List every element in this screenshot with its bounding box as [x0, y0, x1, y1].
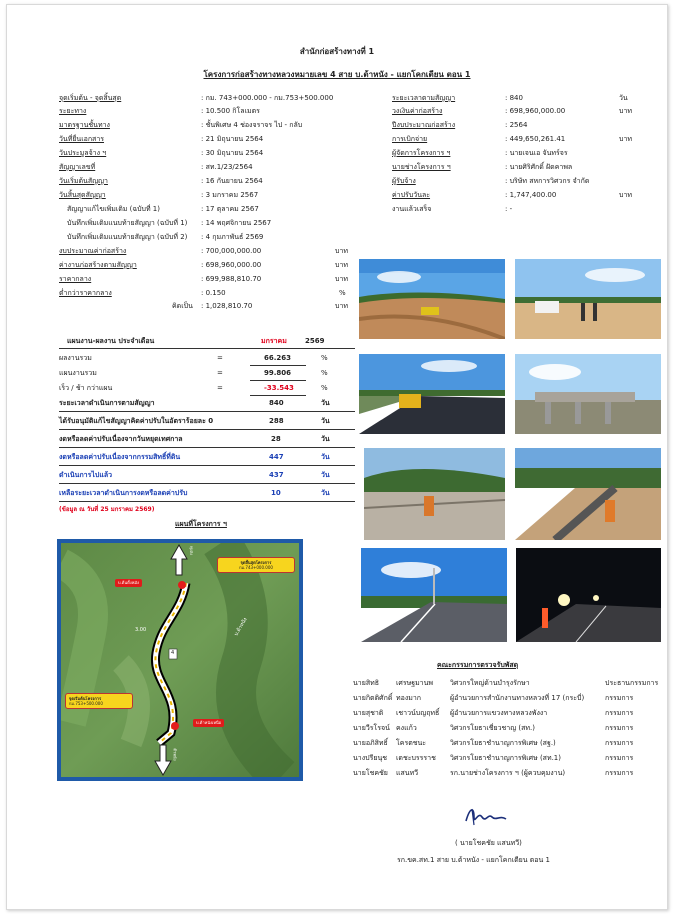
- member-position: วิศวกรโยธาเชี่ยวชาญ (สท.): [450, 724, 535, 732]
- map-title: แผนที่โครงการ ฯ: [175, 520, 227, 528]
- photo-grader-image: [359, 259, 505, 339]
- progress-row-eq: =: [217, 369, 223, 377]
- member-role: กรรมการ: [605, 754, 634, 762]
- start-point-label: จุดเริ่มต้นโครงการ กม.753+500.000: [65, 693, 133, 709]
- member-position: ผู้อำนวยการสำนักงานทางหลวงที่ 17 (กระบี่): [450, 694, 585, 702]
- progress-row-unit: วัน: [321, 453, 330, 461]
- member-role: กรรมการ: [605, 769, 634, 777]
- site-photo-2: [515, 259, 661, 339]
- info-label: วันที่ยื่นเอกสาร: [59, 135, 105, 143]
- info-value: : ชั้นพิเศษ 4 ช่องจราจร ไป - กลับ: [201, 121, 303, 129]
- info-label: ระยะเวลาตามสัญญา: [392, 94, 456, 102]
- progress-row-label: ได้รับอนุมัติแก้ไขสัญญาคิดค่าปรับในอัตราร้อยละ 0: [59, 417, 214, 425]
- info-label: สัญญาเลขที่: [59, 163, 96, 171]
- member-role: กรรมการ: [605, 694, 634, 702]
- member-last: โครตชนะ: [396, 739, 427, 747]
- site-photo-5: [364, 448, 505, 540]
- member-last: เดชะบรรราช: [396, 754, 436, 762]
- member-first: นายโชคชัย: [353, 769, 388, 777]
- member-position: วิศวกรโยธาชำนาญการพิเศษ (สท.1): [450, 754, 561, 762]
- signer-name: ( นายโชคชัย แสนทวี): [455, 839, 522, 847]
- progress-row-value: 288: [269, 417, 284, 425]
- info-value: : 698,960,000.00: [505, 107, 566, 115]
- village-tag: บ.ต้นตั้งหมัง: [115, 579, 142, 587]
- budget-unit: %: [339, 289, 346, 297]
- budget-value: : 0.150: [201, 289, 226, 297]
- progress-row-value: 840: [269, 399, 284, 407]
- photo-barrier-image: [515, 448, 661, 540]
- info-label: วันประมูลจ้าง ฯ: [59, 149, 107, 157]
- info-unit: บาท: [619, 107, 632, 115]
- member-last: เศรษฐมานพ: [396, 679, 434, 687]
- site-photo-6: [515, 448, 661, 540]
- budget-value: : 700,000,000.00: [201, 247, 262, 255]
- info-label: นายช่างโครงการ ฯ: [392, 163, 451, 171]
- progress-row-value: 66.263: [264, 354, 292, 362]
- member-first: นางปรียนุช: [353, 754, 387, 762]
- info-label: จุดเริ่มต้น - จุดสิ้นสุด: [59, 94, 122, 102]
- road-number: 4: [171, 650, 175, 656]
- site-photo-7: [361, 548, 507, 642]
- signer-position: รก.ขค.สท.1 สาย บ.ต้าหนัง - แยกโคกเตียน ตอน 1: [397, 856, 550, 864]
- info-unit: บาท: [619, 135, 632, 143]
- distance-marker: 3.00: [135, 627, 147, 633]
- progress-month: มกราคม: [261, 337, 287, 345]
- member-last: เชาวน์บญฤทธิ์: [396, 709, 440, 717]
- village-tag: บ.ต้าหนัง: [233, 616, 249, 638]
- member-position: รก.นายช่างโครงการ ฯ (ผู้ควบคุมงาน): [450, 769, 566, 777]
- member-first: นายอภิสิทธิ์: [353, 739, 388, 747]
- info-value: : 2564: [505, 121, 528, 129]
- info-unit: วัน: [619, 94, 628, 102]
- info-label: งานแล้วเสร็จ: [392, 205, 432, 213]
- member-position: วิศวกรโยธาชำนาญการพิเศษ (สฐ.): [450, 739, 556, 747]
- budget-value: : 698,960,000.00: [201, 261, 262, 269]
- member-role: กรรมการ: [605, 724, 634, 732]
- direction-up-label: ทุ่งสง: [188, 546, 194, 555]
- member-position: วิศวกรใหญ่ด้านบำรุงรักษา: [450, 679, 530, 687]
- progress-row-value: 99.806: [264, 369, 292, 377]
- progress-row-unit: วัน: [321, 417, 330, 425]
- progress-row-label: งดหรือลดค่าปรับเนื่องจากกรรมสิทธิ์ที่ดิน: [59, 453, 181, 461]
- progress-year: 2569: [305, 337, 325, 345]
- amendment-value: : 17 ตุลาคม 2567: [201, 205, 259, 213]
- info-value: : กม. 743+000.000 - กม.753+500.000: [201, 94, 334, 102]
- photo-night-road-image: [516, 548, 661, 642]
- report-page: [6, 4, 668, 910]
- committee-title: คณะกรรมการตรวจรับพัสดุ: [437, 661, 519, 669]
- budget-unit: บาท: [335, 302, 348, 310]
- info-value: : 10.500 กิโลเมตร: [201, 107, 260, 115]
- amendment-label: บันทึกเพิ่มเติมแนบท้ายสัญญา (ฉบับที่ 2): [67, 233, 188, 241]
- data-date-note: (ข้อมูล ณ วันที่ 25 มกราคม 2569): [59, 506, 155, 513]
- progress-title: แผนงาน-ผลงาน ประจำเดือน: [67, 337, 155, 345]
- progress-row-value: 28: [271, 435, 281, 443]
- progress-row-unit: %: [321, 384, 328, 392]
- office-title: สำนักก่อสร้างทางที่ 1: [299, 47, 375, 56]
- info-label: การเบิกจ่าย: [392, 135, 428, 143]
- site-photo-3: [359, 354, 505, 434]
- village-tag: บ.ต้าหนังเหนือ: [193, 719, 224, 727]
- budget-value: : 699,988,810.70: [201, 275, 262, 283]
- member-role: กรรมการ: [605, 739, 634, 747]
- progress-row-label: เร็ว / ช้า กว่าแผน: [59, 384, 113, 392]
- progress-row-label: ผลงานรวม: [59, 354, 92, 362]
- progress-row-unit: วัน: [321, 399, 330, 407]
- budget-label: คิดเป็น: [172, 302, 193, 310]
- member-first: นายสุชาติ: [353, 709, 384, 717]
- member-last: ทองมาก: [396, 694, 422, 702]
- photo-inspection-image: [515, 259, 661, 339]
- info-value: : สท.1/23/2564: [201, 163, 253, 171]
- progress-row-unit: วัน: [321, 471, 330, 479]
- info-label: วันสิ้นสุดสัญญา: [59, 191, 106, 199]
- info-label: ระยะทาง: [59, 107, 87, 115]
- photo-paving-image: [359, 354, 505, 434]
- progress-row-label: เหลือระยะเวลาดำเนินการงดหรือลดค่าปรับ: [59, 489, 188, 497]
- satellite-map-image: [61, 543, 299, 777]
- info-value: : 840: [505, 94, 523, 102]
- progress-row-unit: %: [321, 354, 328, 362]
- budget-label: ค่างานก่อสร้างตามสัญญา: [59, 261, 137, 269]
- progress-row-unit: วัน: [321, 435, 330, 443]
- direction-down-label: ต้าหนัง: [172, 748, 178, 761]
- progress-row-label: แผนงานรวม: [59, 369, 97, 377]
- progress-row-value: -33.543: [264, 384, 294, 392]
- member-first: นายวีรโรจน์: [353, 724, 390, 732]
- amendment-label: บันทึกเพิ่มเติมแนบท้ายสัญญา (ฉบับที่ 1): [67, 219, 188, 227]
- info-label: ปีงบประมาณก่อสร้าง: [392, 121, 456, 129]
- budget-label: ต่ำกว่าราคากลาง: [59, 289, 112, 297]
- photo-deck-image: [364, 448, 505, 540]
- budget-unit: บาท: [335, 261, 348, 269]
- progress-row-label: ระยะเวลาดำเนินการตามสัญญา: [59, 399, 155, 407]
- info-value: : นายศิริศักดิ์ ฝัดคาพล: [505, 163, 573, 171]
- info-value: : 21 มิถุนายน 2564: [201, 135, 264, 143]
- member-position: ผู้อำนวยการแขวงทางหลวงพังงา: [450, 709, 548, 717]
- info-value: : 30 มิถุนายน 2564: [201, 149, 264, 157]
- amendment-value: : 4 กุมภาพันธ์ 2569: [201, 233, 264, 241]
- member-role: กรรมการ: [605, 709, 634, 717]
- info-label: มาตรฐานชั้นทาง: [59, 121, 110, 129]
- info-label: วงเงินค่าก่อสร้าง: [392, 107, 443, 115]
- budget-unit: บาท: [335, 275, 348, 283]
- info-label: วันเริ่มต้นสัญญา: [59, 177, 108, 185]
- info-unit: บาท: [619, 191, 632, 199]
- info-label: ผู้รับจ้าง: [392, 177, 416, 185]
- member-last: คงแก้ว: [396, 724, 417, 732]
- amendment-value: : 14 พฤศจิกายน 2567: [201, 219, 272, 227]
- progress-row-unit: %: [321, 369, 328, 377]
- member-first: นายกิตติศักดิ์: [353, 694, 393, 702]
- progress-row-label: ดำเนินการไปแล้ว: [59, 471, 113, 479]
- info-label: ค่าปรับวันละ: [392, 191, 431, 199]
- budget-unit: บาท: [335, 247, 348, 255]
- progress-row-eq: =: [217, 384, 223, 392]
- budget-label: ราคากลาง: [59, 275, 92, 283]
- info-label: ผู้จัดการโครงการ ฯ: [392, 149, 451, 157]
- progress-row-value: 10: [271, 489, 281, 497]
- project-map: [57, 539, 303, 781]
- progress-row-value: 447: [269, 453, 284, 461]
- site-photo-4: [515, 354, 661, 434]
- member-role: ประธานกรรมการ: [605, 679, 659, 687]
- member-first: นายสิทธิ: [353, 679, 379, 687]
- member-last: แสนทวี: [396, 769, 419, 777]
- info-value: : 3 มกราคม 2567: [201, 191, 259, 199]
- project-title: โครงการก่อสร้างทางหลวงหมายเลข 4 สาย บ.ต้าหนัง - แยกโคกเตียน ตอน 1: [203, 70, 471, 79]
- photo-bridge-image: [515, 354, 661, 434]
- progress-row-value: 437: [269, 471, 284, 479]
- info-value: : 16 กันยายน 2564: [201, 177, 263, 185]
- end-point-label: จุดสิ้นสุดโครงการ กม.743+000.000: [217, 557, 295, 573]
- progress-row-unit: วัน: [321, 489, 330, 497]
- amendment-label: สัญญาแก้ไขเพิ่มเติม (ฉบับที่ 1): [67, 205, 160, 213]
- progress-row-eq: =: [217, 354, 223, 362]
- site-photo-8: [516, 548, 661, 642]
- info-value: : 449,650,261.41: [505, 135, 566, 143]
- budget-label: งบประมาณค่าก่อสร้าง: [59, 247, 127, 255]
- handwritten-signature: [462, 803, 512, 829]
- info-value: : -: [505, 205, 513, 213]
- budget-value: : 1,028,810.70: [201, 302, 253, 310]
- progress-row-label: งดหรือลดค่าปรับเนื่องจากวันหยุดเทศกาล: [59, 435, 183, 443]
- info-value: : 1,747,400.00: [505, 191, 557, 199]
- site-photo-1: [359, 259, 505, 339]
- info-value: : บริษัท สหการวิศวกร จำกัด: [505, 177, 590, 185]
- photo-finished-road-image: [361, 548, 507, 642]
- info-value: : นายเจนเอ จันทร์จร: [505, 149, 568, 157]
